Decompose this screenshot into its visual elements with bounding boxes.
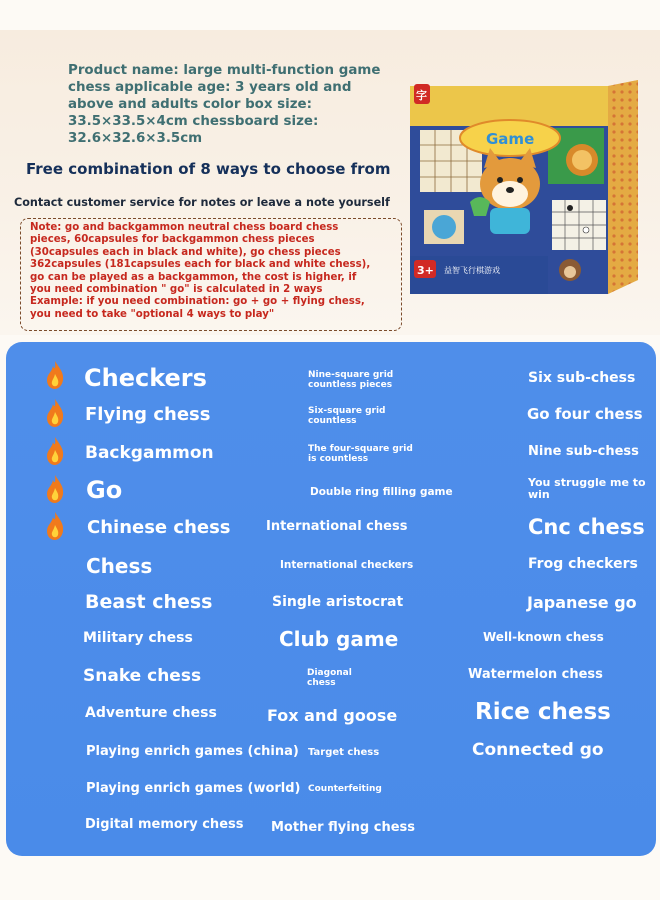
game-item: Double ring filling game	[310, 486, 453, 498]
note-line: Example: if you need combination: go + go + flying chess,	[30, 296, 365, 308]
product-line: above and adults color box size:	[68, 97, 312, 112]
game-item: Chess	[86, 554, 153, 578]
game-item: Target chess	[308, 747, 380, 758]
product-description	[68, 62, 408, 147]
game-item: Adventure chess	[85, 705, 217, 721]
game-item: Nine sub-chess	[528, 444, 639, 459]
game-item: Diagonal chess	[307, 668, 352, 688]
game-item: Snake chess	[83, 666, 202, 686]
game-item: Chinese chess	[87, 517, 231, 538]
game-item: Frog checkers	[528, 556, 638, 572]
box-title-mark: Game	[486, 130, 535, 148]
game-item: International chess	[266, 519, 408, 534]
game-item: The four-square grid is countless	[308, 444, 413, 464]
note-line: pieces, 60capsules for backgammon chess pieces	[30, 234, 315, 246]
game-item: Single aristocrat	[272, 594, 404, 610]
product-line: 32.6×32.6×3.5cm	[68, 131, 203, 146]
game-item: Six-square grid countless	[308, 406, 386, 426]
game-item: Playing enrich games (china)	[86, 744, 299, 759]
combination-heading: Free combination of 8 ways to choose from	[26, 160, 391, 178]
game-item: Military chess	[83, 630, 193, 646]
box-brand-mark: 字	[416, 89, 427, 102]
note-line: (30capsules each in black and white), go chess pieces	[30, 246, 341, 258]
game-item: Japanese go	[527, 593, 637, 612]
game-item: International checkers	[280, 559, 414, 571]
game-item: Well-known chess	[483, 630, 604, 644]
product-line: chess applicable age: 3 years old and	[68, 80, 352, 95]
game-item: Mother flying chess	[271, 820, 415, 835]
game-item: Flying chess	[85, 404, 211, 425]
contact-note: Contact customer service for notes or leave a note yourself	[14, 196, 390, 209]
game-item: Club game	[279, 627, 399, 651]
game-item: Digital memory chess	[85, 817, 244, 832]
product-line: Product name: large multi-function game	[68, 63, 381, 78]
flame-icon	[45, 474, 65, 504]
game-item: Fox and goose	[267, 706, 398, 725]
game-item: Six sub-chess	[528, 370, 636, 386]
game-item: Go four chess	[527, 405, 643, 423]
game-item: You struggle me to win	[528, 476, 646, 501]
game-item: Connected go	[472, 740, 604, 760]
game-item: Beast chess	[85, 591, 213, 613]
box-cn-label: 益智飞行棋游戏	[444, 266, 500, 275]
note-box	[20, 218, 402, 331]
flame-icon	[45, 436, 65, 466]
note-line: you need to take "optional 4 ways to play"	[30, 308, 275, 320]
game-item: Checkers	[84, 364, 207, 392]
note-line: Note: go and backgammon neutral chess board chess	[30, 222, 339, 233]
product-line: 33.5×33.5×4cm chessboard size:	[68, 114, 319, 129]
game-item: Nine-square grid countless pieces	[308, 370, 394, 390]
game-item: Go	[86, 476, 123, 504]
note-line: you need combination " go" is calculated in 2 ways	[30, 284, 323, 296]
flame-icon	[45, 360, 65, 390]
note-line: 362capsules (181capsules each for black and white chess),	[30, 259, 371, 271]
game-item: Playing enrich games (world)	[86, 781, 301, 796]
flame-icon	[45, 511, 65, 541]
box-age-badge: 3+	[417, 264, 434, 277]
game-item: Rice chess	[475, 699, 611, 725]
game-item: Watermelon chess	[468, 667, 603, 682]
game-item: Backgammon	[85, 443, 214, 463]
flame-icon	[45, 398, 65, 428]
product-box-image	[410, 80, 646, 298]
note-line: go can be played as a backgammon, the cost is higher, if	[30, 271, 357, 283]
game-item: Cnc chess	[528, 515, 645, 539]
game-item: Counterfeiting	[308, 784, 382, 794]
